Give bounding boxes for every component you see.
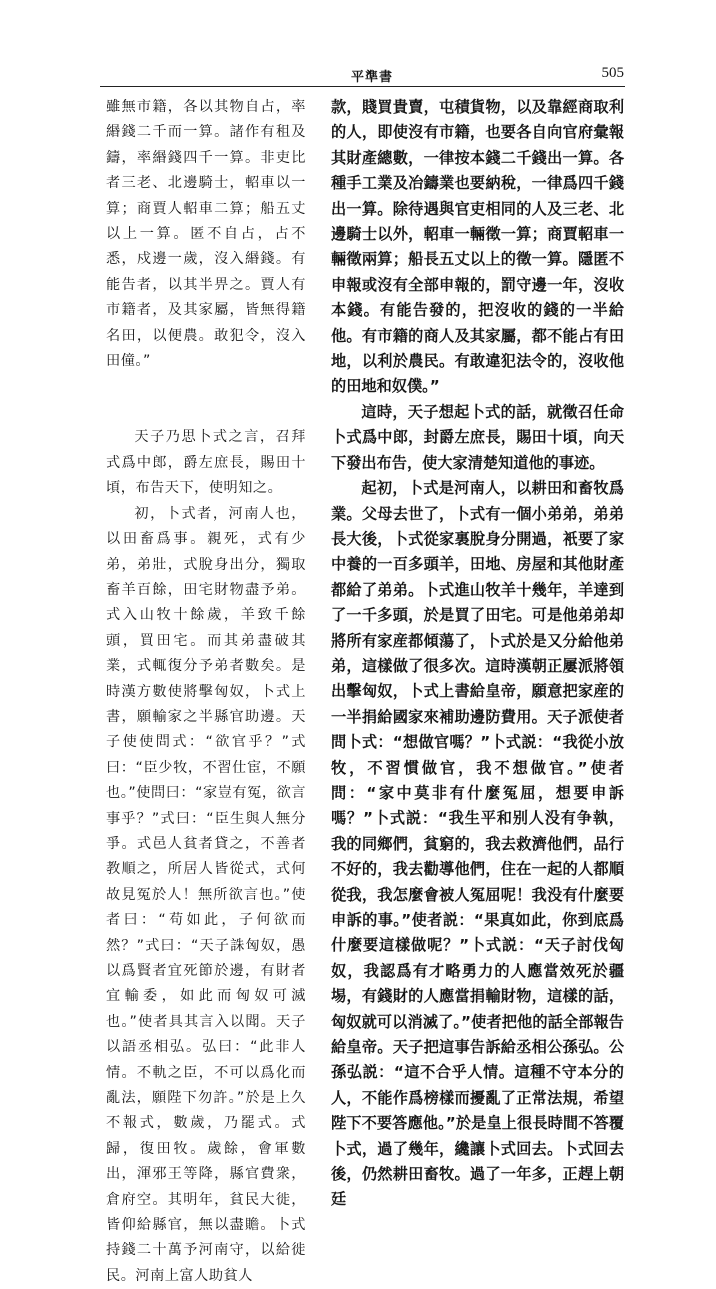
classical-paragraph-3: 初，卜式者，河南人也，以田畜爲事。親死，式有少弟，弟壯，式脫身出分，獨取畜羊百餘，田宅財物盡予弟。式入山牧十餘歲，羊致千餘頭，買田宅。而其弟盡破其業，式輒復分予弟者數矣。是時漢方數使將擊匈奴，卜式上書，願輸家之半縣官助邊。天子使使問式：“欲官乎？”式曰：“臣少牧，不習仕宦，不願也。”使問曰：“家豈有冤，欲言事乎？”式曰：“臣生與人無分爭。式邑人貧者貸之，不善者教順之，所居人皆從式，式何故見冤於人！無所欲言也。”使者曰：“苟如此，子何欲而然？”式曰：“天子誅匈奴，愚以爲賢者宜死節於邊，有財者宜輸委，如此而匈奴可滅也。”使者具其言入以聞。天子以語丞相弘。弘曰：“此非人情。不軌之臣，不可以爲化而亂法，願陛下勿許。”於是上久不報式，數歲，乃罷式。式歸，復田牧。歲餘，會軍數出，渾邪王等降，縣官費衆，倉府空。其明年，貧民大徙，皆仰給縣官，無以盡贍。卜式持錢二十萬予河南守，以給徙民。河南上富人助貧人 [106,505,306,1284]
classical-paragraph-2: 天子乃思卜式之言，召拜式爲中郎，爵左庶長，賜田十頃，布告天下，使明知之。 [106,429,306,497]
header-rule [100,86,625,87]
translation-paragraph-3: 起初，卜式是河南人，以耕田和畜牧爲業。父母去世了，卜式有一個小弟弟，弟弟長大後，卜式從家裏脫身分開過，衹要了家中養的一百多頭羊，田地、房屋和其他財產都給了弟弟。卜式進山牧羊十幾年，羊達到了一千多頭，於是買了田宅。可是他弟弟却將所有家産都傾蕩了，卜式於是又分給他弟弟，這樣做了很多次。這時漢朝正屢派將領出擊匈奴，卜式上書給皇帝，願意把家産的一半捐給國家來補助邊防費用。天子派使者問卜式：“想做官嗎？”卜式説：“我從小放牧，不習慣做官，我不想做官。”使者問：“家中莫非有什麼冤屈，想要申訴嗎？”卜式説：“我生平和别人没有争執，我的同鄉們，貧窮的，我去救濟他們，品行不好的，我去勸導他們，住在一起的人都順從我，我怎麼會被人冤屈呢！我没有什麼要申訴的事。”使者説：“果真如此，你到底爲什麼要這樣做呢？”卜式説：“天子討伐匈奴，我認爲有才略勇力的人應當效死於疆埸，有錢財的人應當捐輸財物，這樣的話，匈奴就可以消滅了。”使者把他的話全部報告給皇帝。天子把這事告訴給丞相公孫弘。公孫弘説：“這不合乎人情。這種不守本分的人，不能作爲榜樣而擾亂了正常法規，希望陛下不要答應他。”於是皇上很長時間不答覆卜式，過了幾年，纔讓卜式回去。卜式回去後，仍然耕田畜牧。過了一年多，正趕上朝廷 [331,479,624,1209]
paragraph-gap [106,374,306,425]
running-title: 平準書 [350,70,393,85]
translation-paragraph-1: 款，賤買貴賣，屯積貨物，以及靠經商取利的人，即使沒有市籍，也要各自向官府彙報其財產總數，一律按本錢二千錢出一算。各種手工業及冶鑄業也要納稅，一律爲四千錢出一算。除待遇與官吏相同的人及三老、北邊騎士以外，軺車一輛徵一算；商賈軺車一輛徵兩算；船長五丈以上的徵一算。隱匿不申報或沒有全部申報的，罰守邊一年，沒收本錢。有能告發的，把沒收的錢的一半給他。有市籍的商人及其家屬，都不能占有田地，以利於農民。有敢違犯法令的，沒收他的田地和奴僕。” [331,98,624,396]
page-header [0,64,716,88]
classical-text-column [106,95,306,1284]
classical-paragraph-1: 雖無市籍，各以其物自占，率緡錢二千而一算。諸作有租及鑄，率緡錢四千一算。非吏比者三老、北邊騎士，軺車以一算；商賈人軺車二算；船五丈以上一算。匿不自占，占不悉，戍邊一歲，沒入緡錢。有能告者，以其半畀之。賈人有市籍者，及其家屬，皆無得籍名田，以便農。敢犯令，沒入田僮。” [106,99,306,370]
translation-column [331,95,624,1209]
page-number: 505 [601,65,624,81]
translation-paragraph-2: 這時，天子想起卜式的話，就徵召任命卜式爲中郎，封爵左庶長，賜田十頃，向天下發出布告，使大家清楚知道他的事迹。 [331,402,624,472]
